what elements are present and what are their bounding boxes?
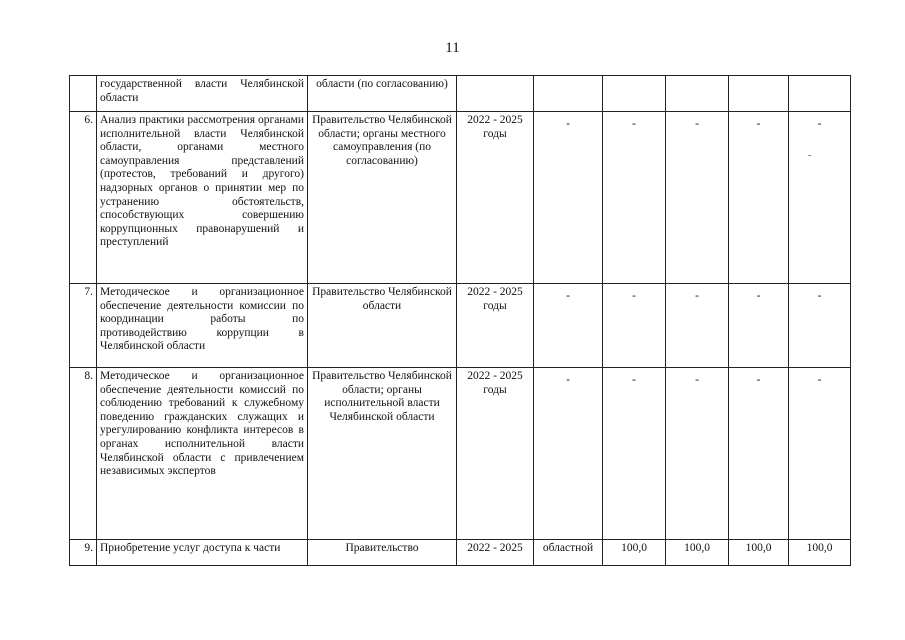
funding-source: областной (534, 540, 603, 566)
measure-name: Методическое и организационное обеспечение деятельности комиссии по координации работы по противодействию коррупции в Челябинской области (97, 284, 308, 368)
value-cell (789, 76, 851, 112)
period: 2022 - 2025 годы (457, 284, 534, 368)
value-cell: - (666, 368, 729, 540)
value-cell: - (729, 112, 789, 284)
value-cell: - (603, 368, 666, 540)
value-cell: - (603, 284, 666, 368)
measure-name: Методическое и организационное обеспечение деятельности комиссий по соблюдению требований к служебному поведению гражданских служащих и урегулированию конфликта интересов в органах исполнительной власти Челябинской области с привлечением независимых экспертов (97, 368, 308, 540)
measure-name: Анализ практики рассмотрения органами исполнительной власти Челябинской области, органами местного самоуправления представлений (протестов, требований и другого) надзорных органов о принятии мер по устранению обстоятельств, способствующих совершению коррупционных правонарушений и преступлений (97, 112, 308, 284)
table-row (70, 368, 851, 540)
funding-source (534, 76, 603, 112)
value-cell: 100,0 (666, 540, 729, 566)
stray-mark: - (808, 150, 812, 161)
table-row (70, 112, 851, 284)
value-cell: - (729, 368, 789, 540)
value-cell (603, 76, 666, 112)
funding-source: - (534, 368, 603, 540)
value-cell: 100,0 (603, 540, 666, 566)
table-row (70, 76, 851, 112)
funding-source: - (534, 112, 603, 284)
executor: Правительство (308, 540, 457, 566)
period: 2022 - 2025 годы (457, 368, 534, 540)
funding-source: - (534, 284, 603, 368)
table-row (70, 284, 851, 368)
value-cell: - (789, 112, 851, 284)
executor: Правительство Челябинской области; органы местного самоуправления (по согласованию) (308, 112, 457, 284)
period: 2022 - 2025 годы (457, 112, 534, 284)
row-number (70, 76, 97, 112)
page-number: 11 (445, 40, 460, 56)
value-cell: - (666, 284, 729, 368)
value-cell: - (789, 368, 851, 540)
row-number: 6. (70, 112, 97, 284)
period (457, 76, 534, 112)
executor: Правительство Челябинской области; органы исполнительной власти Челябинской области (308, 368, 457, 540)
measures-table (69, 75, 851, 566)
value-cell (666, 76, 729, 112)
value-cell: 100,0 (729, 540, 789, 566)
measure-name: Приобретение услуг доступа к части (97, 540, 308, 566)
executor: Правительство Челябинской области (308, 284, 457, 368)
value-cell: - (603, 112, 666, 284)
value-cell (729, 76, 789, 112)
executor: области (по согласованию) (308, 76, 457, 112)
value-cell: - (666, 112, 729, 284)
value-cell: - (789, 284, 851, 368)
row-number: 8. (70, 368, 97, 540)
row-number: 7. (70, 284, 97, 368)
row-number: 9. (70, 540, 97, 566)
value-cell: 100,0 (789, 540, 851, 566)
value-cell: - (729, 284, 789, 368)
period: 2022 - 2025 (457, 540, 534, 566)
table-row (70, 540, 851, 566)
measure-name: государственной власти Челябинской области (97, 76, 308, 112)
